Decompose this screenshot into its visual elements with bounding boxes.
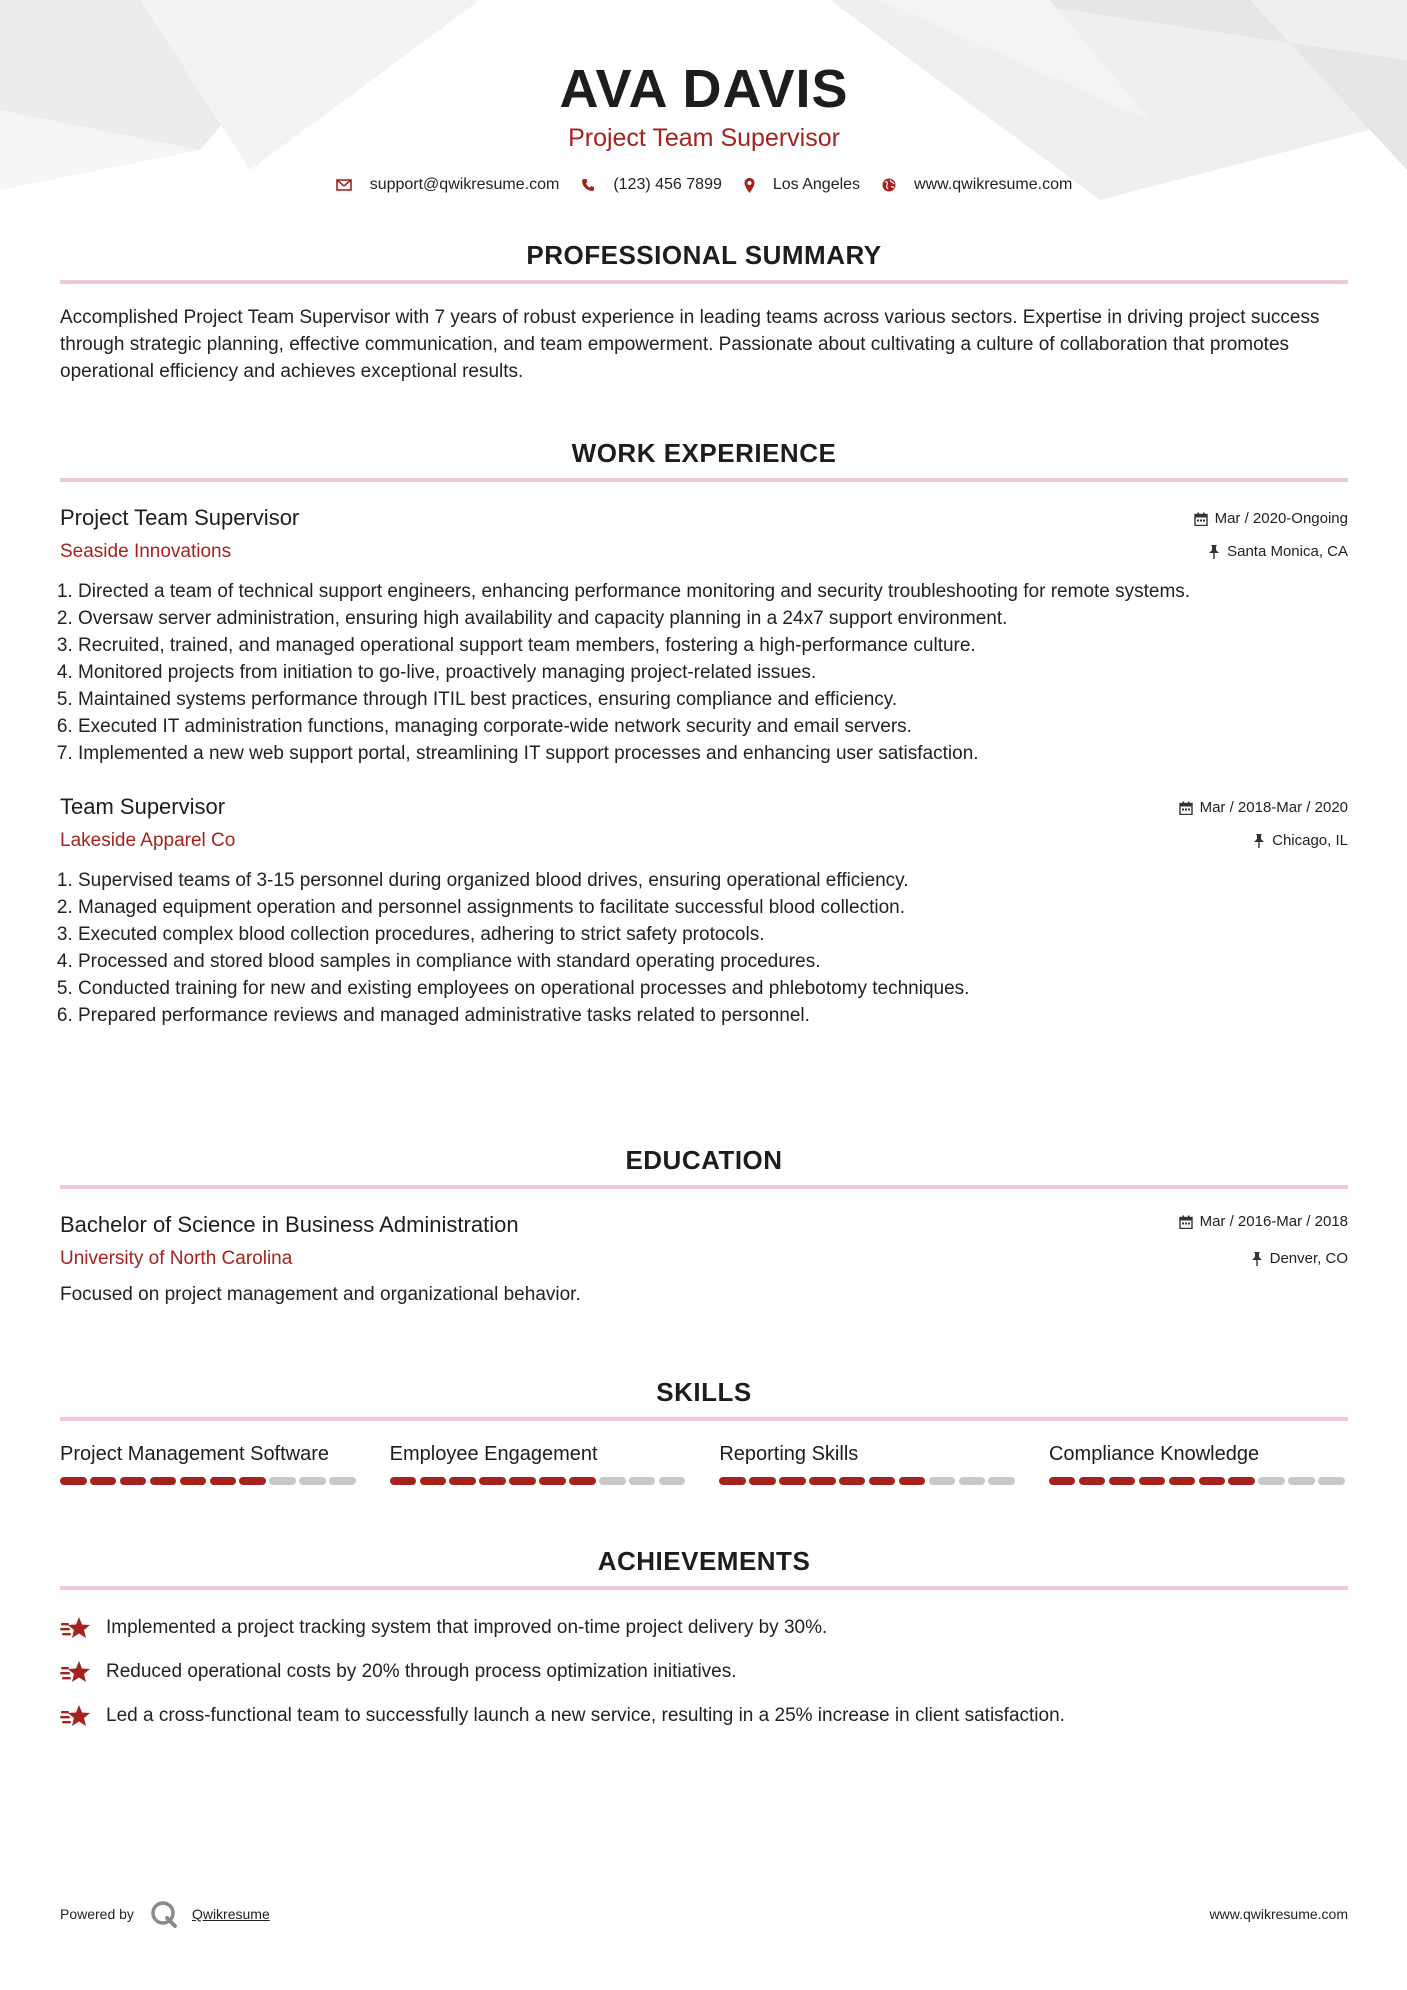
section-divider (60, 1586, 1348, 1590)
skill-level-segment-filled (809, 1477, 836, 1485)
skill-level-segment-filled (90, 1477, 117, 1485)
list-item: 1. Supervised teams of 3-15 personnel during organized blood drives, ensuring operational efficiency. (78, 867, 1348, 894)
page-footer (60, 1900, 1348, 1928)
job-entry (60, 504, 1348, 767)
skill-level-segment-filled (60, 1477, 87, 1485)
list-item: 7. Implemented a new web support portal, streamlining IT support processes and enhancing user satisfaction. (78, 740, 1348, 767)
list-item: 5. Conducted training for new and existing employees on operational processes and phlebotomy techniques. (78, 975, 1348, 1002)
skill-level-segment-filled (1169, 1477, 1196, 1485)
skill-level-segment-empty (659, 1477, 686, 1485)
skill-level-segment-filled (479, 1477, 506, 1485)
experience-heading: WORK EXPERIENCE (571, 438, 837, 468)
skill-level-segment-filled (150, 1477, 177, 1485)
skill-level-segment-filled (779, 1477, 806, 1485)
job-dates (1194, 510, 1348, 527)
section-divider (60, 478, 1348, 482)
envelope-icon (336, 179, 352, 191)
degree-title: Bachelor of Science in Business Administration (60, 1212, 519, 1237)
skill-level-segment-empty (959, 1477, 986, 1485)
calendar-icon (1194, 512, 1208, 526)
pushpin-icon (1253, 834, 1265, 848)
skill-name: Compliance Knowledge (1048, 1443, 1260, 1465)
skill-level-segment-filled (869, 1477, 896, 1485)
skill-level-segment-empty (1258, 1477, 1285, 1485)
skill-level-segment-filled (239, 1477, 266, 1485)
skill-level-segment-empty (299, 1477, 326, 1485)
list-item: 6. Prepared performance reviews and managed administrative tasks related to personnel. (78, 1002, 1348, 1029)
skill-level-segment-filled (899, 1477, 926, 1485)
achievement-text: Implemented a project tracking system that improved on-time project delivery by 30%. (106, 1617, 828, 1638)
achievements-section (60, 1546, 1348, 1738)
achievements-heading: ACHIEVEMENTS (597, 1546, 811, 1576)
calendar-icon (1179, 801, 1193, 815)
skill-level-segment-filled (509, 1477, 536, 1485)
summary-section (60, 240, 1348, 385)
skill-level-segment-filled (1199, 1477, 1226, 1485)
skill-level-segment-filled (1049, 1477, 1076, 1485)
experience-section (60, 438, 1348, 1029)
school-name: University of North Carolina (60, 1248, 293, 1269)
education-location (1251, 1250, 1348, 1267)
skill-level-segment-empty (329, 1477, 356, 1485)
footer-website[interactable]: www.qwikresume.com (1209, 1906, 1348, 1922)
job-location-text: Chicago, IL (1272, 832, 1348, 849)
skill-level-segment-filled (1228, 1477, 1255, 1485)
job-dates-text: Mar / 2020-Ongoing (1214, 510, 1348, 527)
section-divider (60, 1417, 1348, 1421)
job-entry (60, 793, 1348, 1029)
summary-text: Accomplished Project Team Supervisor with 7 years of robust experience in leading teams across various sectors. Expertise in driving project success through strategic planning, effective communication, and team empowerment. Passionate about cultivating a culture of collaboration that promotes operational efficiency and achieves exceptional results. (60, 307, 1320, 382)
list-item: 6. Executed IT administration functions, managing corporate-wide network security and email servers. (78, 713, 1348, 740)
list-item: 2. Managed equipment operation and personnel assignments to facilitate successful blood collection. (78, 894, 1348, 921)
list-item: 4. Monitored projects from initiation to go-live, proactively managing project-related issues. (78, 659, 1348, 686)
contact-email[interactable] (336, 176, 560, 194)
qwikresume-link[interactable]: Qwikresume (191, 1906, 270, 1922)
skill-item (60, 1441, 359, 1485)
phone-text: (123) 456 7899 (613, 176, 722, 193)
candidate-title: Project Team Supervisor (568, 124, 840, 152)
education-heading: EDUCATION (625, 1145, 783, 1175)
achievement-item (60, 1694, 1348, 1738)
skill-level-segment-empty (988, 1477, 1015, 1485)
job-dates (1179, 799, 1348, 816)
skill-level-segment-filled (120, 1477, 147, 1485)
job-company: Seaside Innovations (60, 541, 232, 562)
job-location-text: Santa Monica, CA (1227, 543, 1348, 560)
list-item: 4. Processed and stored blood samples in compliance with standard operating procedures. (78, 948, 1348, 975)
candidate-name: AVA DAVIS (559, 59, 849, 119)
skill-level-segment-filled (180, 1477, 207, 1485)
job-bullet-list (60, 578, 1348, 767)
shooting-star-icon (60, 1703, 92, 1729)
qwikresume-logo-icon (150, 1900, 178, 1928)
location-text: Los Angeles (772, 176, 861, 193)
shooting-star-icon (60, 1659, 92, 1685)
skill-level-segment-filled (569, 1477, 596, 1485)
skill-level-segment-filled (1079, 1477, 1106, 1485)
website-text: www.qwikresume.com (914, 176, 1073, 193)
job-title: Team Supervisor (60, 794, 226, 819)
skill-level-segment-filled (210, 1477, 237, 1485)
list-item: 2. Oversaw server administration, ensuring high availability and capacity planning in a 24x7 support environment. (78, 605, 1348, 632)
education-dates (1179, 1213, 1348, 1230)
education-entry (60, 1211, 1348, 1308)
section-divider (60, 280, 1348, 284)
skill-name: Project Management Software (60, 1443, 330, 1465)
skills-heading: SKILLS (656, 1377, 752, 1407)
skill-item (390, 1441, 689, 1485)
skill-level-segment-empty (1288, 1477, 1315, 1485)
skill-level-segment-filled (420, 1477, 447, 1485)
map-marker-icon (744, 178, 755, 193)
skills-list (60, 1441, 1348, 1485)
skill-level-segment-empty (269, 1477, 296, 1485)
contact-bar (60, 176, 1348, 194)
skill-level-segment-filled (539, 1477, 566, 1485)
skill-name: Reporting Skills (719, 1443, 859, 1465)
skill-level-segment-empty (599, 1477, 626, 1485)
skill-item (1049, 1441, 1348, 1485)
skill-level-segment-filled (1139, 1477, 1166, 1485)
skill-level-meter (390, 1477, 689, 1485)
phone-icon (581, 178, 595, 192)
list-item: 3. Recruited, trained, and managed operational support team members, fostering a high-performance culture. (78, 632, 1348, 659)
achievement-text: Reduced operational costs by 20% through process optimization initiatives. (106, 1661, 737, 1682)
skill-level-segment-empty (929, 1477, 956, 1485)
skill-level-meter (1049, 1477, 1348, 1485)
skill-level-meter (719, 1477, 1018, 1485)
summary-heading: PROFESSIONAL SUMMARY (526, 240, 882, 270)
job-company: Lakeside Apparel Co (60, 830, 236, 851)
job-title: Project Team Supervisor (60, 505, 300, 530)
job-location (1208, 543, 1348, 560)
contact-location (744, 176, 860, 194)
pushpin-icon (1208, 545, 1220, 559)
skills-section (60, 1377, 1348, 1485)
job-bullet-list (60, 867, 1348, 1029)
skill-level-segment-filled (449, 1477, 476, 1485)
pushpin-icon (1251, 1252, 1263, 1266)
education-section (60, 1145, 1348, 1308)
skill-level-segment-filled (1109, 1477, 1136, 1485)
globe-icon (882, 178, 896, 192)
shooting-star-icon (60, 1615, 92, 1641)
skill-level-segment-filled (390, 1477, 417, 1485)
education-description: Focused on project management and organizational behavior. (60, 1284, 581, 1305)
skill-name: Employee Engagement (389, 1443, 598, 1465)
contact-website[interactable] (882, 176, 1072, 194)
calendar-icon (1179, 1215, 1193, 1229)
skill-level-meter (60, 1477, 359, 1485)
powered-by-label: Powered by (60, 1906, 134, 1922)
list-item: 3. Executed complex blood collection procedures, adhering to strict safety protocols. (78, 921, 1348, 948)
list-item: 1. Directed a team of technical support engineers, enhancing performance monitoring and security troubleshooting for remote systems. (78, 578, 1348, 605)
email-text: support@qwikresume.com (369, 176, 560, 193)
job-dates-text: Mar / 2018-Mar / 2020 (1199, 799, 1348, 816)
skill-level-segment-filled (839, 1477, 866, 1485)
skill-level-segment-empty (629, 1477, 656, 1485)
achievement-item (60, 1650, 1348, 1694)
resume-page (60, 0, 1348, 1922)
skill-level-segment-empty (1318, 1477, 1345, 1485)
skill-level-segment-filled (749, 1477, 776, 1485)
list-item: 5. Maintained systems performance through ITIL best practices, ensuring compliance and efficiency. (78, 686, 1348, 713)
skill-level-segment-filled (719, 1477, 746, 1485)
resume-header (60, 0, 1348, 194)
education-dates-text: Mar / 2016-Mar / 2018 (1199, 1213, 1348, 1230)
achievements-list (60, 1606, 1348, 1738)
achievement-item (60, 1606, 1348, 1650)
achievement-text: Led a cross-functional team to successfully launch a new service, resulting in a 25% increase in client satisfaction. (106, 1705, 1065, 1726)
job-location (1253, 832, 1348, 849)
section-divider (60, 1185, 1348, 1189)
contact-phone[interactable] (581, 176, 722, 194)
education-location-text: Denver, CO (1269, 1250, 1348, 1267)
skill-item (719, 1441, 1018, 1485)
